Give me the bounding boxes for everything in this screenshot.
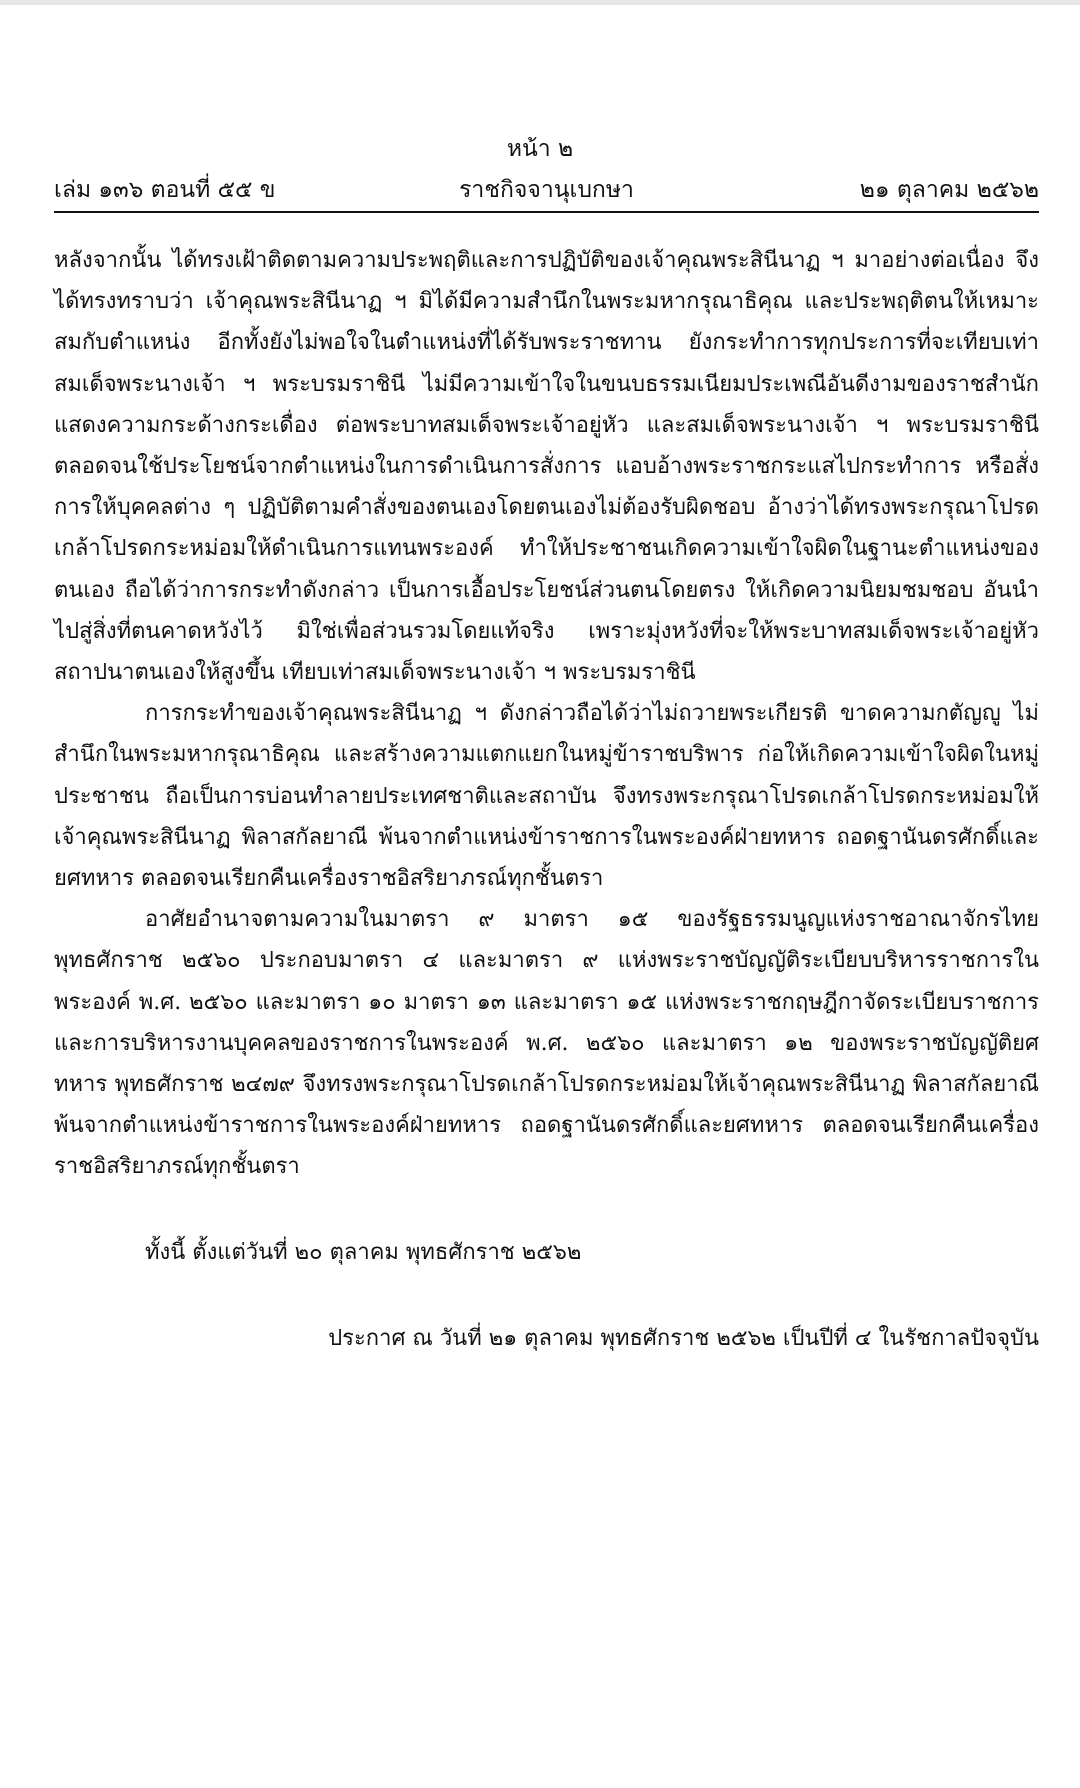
document-body [54, 240, 1039, 1188]
paragraph-legal-basis: อาศัยอำนาจตามความในมาตรา ๙ มาตรา ๑๕ ของรัฐธรรมนูญแห่งราชอาณาจักรไทย พุทธศักราช ๒๕๖๐ ประกอบมาตรา ๔ และมาตรา ๙ แห่งพระราชบัญญัติระเบียบบริหารราชการในพระองค์ พ.ศ. ๒๕๖๐ และมาตรา ๑๐ มาตรา ๑๓ และมาตรา ๑๕ แห่งพระราชกฤษฎีกาจัดระเบียบราชการและการบริหารงานบุคคลของราชการในพระองค์ พ.ศ. ๒๕๖๐ และมาตรา ๑๒ ของพระราชบัญญัติยศทหาร พุทธศักราช ๒๔๗๙ จึงทรงพระกรุณาโปรดเกล้าโปรดกระหม่อมให้เจ้าคุณพระสินีนาฏ พิลาสกัลยาณี พ้นจากตำแหน่งข้าราชการในพระองค์ฝ่ายทหาร ถอดฐานันดรศักดิ์และยศทหาร ตลอดจนเรียกคืนเครื่องราชอิสริยาภรณ์ทุกชั้นตรา [54, 907, 1039, 1180]
proclamation-date-line: ประกาศ ณ วันที่ ๒๑ ตุลาคม พุทธศักราช ๒๕๖๒ เป็นปีที่ ๔ ในรัชกาลปัจจุบัน [328, 1326, 1039, 1351]
header-rule [54, 211, 1039, 213]
gazette-date: ๒๑ ตุลาคม ๒๕๖๒ [859, 177, 1039, 203]
paragraph-findings: หลังจากนั้น ได้ทรงเฝ้าติดตามความประพฤติและการปฏิบัติของเจ้าคุณพระสินีนาฏ ฯ มาอย่างต่อเนื่อง จึงได้ทรงทราบว่า เจ้าคุณพระสินีนาฏ ฯ มิได้มีความสำนึกในพระมหากรุณาธิคุณ และประพฤติตนให้เหมาะสมกับตำแหน่ง อีกทั้งยังไม่พอใจในตำแหน่งที่ได้รับพระราชทาน ยังกระทำการทุกประการที่จะเทียบเท่าสมเด็จพระนางเจ้า ฯ พระบรมราชินี ไม่มีความเข้าใจในขนบธรรมเนียมประเพณีอันดีงามของราชสำนัก แสดงความกระด้างกระเดื่อง ต่อพระบาทสมเด็จพระเจ้าอยู่หัว และสมเด็จพระนางเจ้า ฯ พระบรมราชินี ตลอดจนใช้ประโยชน์จากตำแหน่งในการดำเนินการสั่งการ แอบอ้างพระราชกระแสไปกระทำการ หรือสั่งการให้บุคคลต่าง ๆ ปฏิบัติตามคำสั่งของตนเองโดยตนเองไม่ต้องรับผิดชอบ อ้างว่าได้ทรงพระกรุณาโปรดเกล้าโปรดกระหม่อมให้ดำเนินการแทนพระองค์ ทำให้ประชาชนเกิดความเข้าใจผิดในฐานะตำแหน่งของตนเอง ถือได้ว่าการกระทำดังกล่าว เป็นการเอื้อประโยชน์ส่วนตนโดยตรง ให้เกิดความนิยมชมชอบ อันนำไปสู่สิ่งที่ตนคาดหวังไว้ มิใช่เพื่อส่วนรวมโดยแท้จริง เพราะมุ่งหวังที่จะให้พระบาทสมเด็จพระเจ้าอยู่หัวสถาปนาตนเองให้สูงขึ้น เทียบเท่าสมเด็จพระนางเจ้า ฯ พระบรมราชินี [54, 248, 1039, 686]
gazette-header [54, 173, 1039, 207]
effective-date-line: ทั้งนี้ ตั้งแต่วันที่ ๒๐ ตุลาคม พุทธศักราช ๒๕๖๒ [145, 1240, 582, 1265]
paragraph-conclusion: การกระทำของเจ้าคุณพระสินีนาฏ ฯ ดังกล่าวถือได้ว่าไม่ถวายพระเกียรติ ขาดความกตัญญู ไม่สำนึกในพระมหากรุณาธิคุณ และสร้างความแตกแยกในหมู่ข้าราชบริพาร ก่อให้เกิดความเข้าใจผิดในหมู่ประชาชน ถือเป็นการบ่อนทำลายประเทศชาติและสถาบัน จึงทรงพระกรุณาโปรดเกล้าโปรดกระหม่อมให้เจ้าคุณพระสินีนาฏ พิลาสกัลยาณี พ้นจากตำแหน่งข้าราชการในพระองค์ฝ่ายทหาร ถอดฐานันดรศักดิ์และยศทหาร ตลอดจนเรียกคืนเครื่องราชอิสริยาภรณ์ทุกชั้นตรา [54, 701, 1039, 892]
gazette-name: ราชกิจจานุเบกษา [459, 177, 634, 203]
volume-issue: เล่ม ๑๓๖ ตอนที่ ๕๕ ข [54, 177, 276, 203]
top-divider [0, 0, 1080, 5]
page-number: หน้า ๒ [506, 136, 574, 162]
